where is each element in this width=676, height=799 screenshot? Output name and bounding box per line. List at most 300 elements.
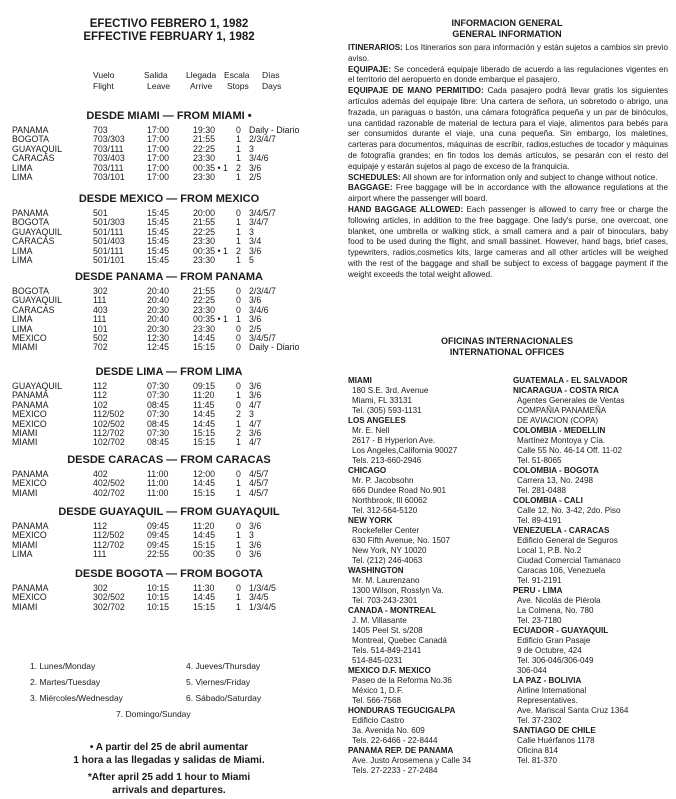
arrive-cell: 21:55: [193, 286, 216, 296]
stops-cell: 0: [236, 381, 241, 391]
destination-cell: PANAMA: [12, 583, 49, 593]
legend-item: 4. Jueves/Thursday: [186, 661, 261, 671]
destination-cell: LIMA: [12, 254, 33, 265]
legend-item: 6. Sábado/Saturday: [186, 693, 262, 703]
info-label: BAGGAGE:: [348, 183, 393, 193]
office-detail-line: México 1, D.F.: [352, 686, 404, 695]
office-city: MEXICO D.F. MEXICO: [348, 666, 431, 675]
leave-cell: 20:40: [147, 295, 170, 306]
schedule-rows: [0, 126, 338, 182]
office-detail-line: 3a. Avenida No. 609: [352, 726, 425, 735]
destination-cell: MIAMI: [12, 437, 38, 448]
flight-cell: 112/702: [93, 427, 125, 438]
office-detail-line: Tel. (212) 246-4063: [352, 556, 423, 565]
office-entry: [348, 666, 506, 706]
office-detail-line: Tels. 213-660-2946: [352, 456, 422, 465]
schedule-row: [0, 237, 338, 246]
schedule-section: [0, 506, 338, 560]
arrive-cell: 21:55: [193, 134, 216, 145]
stops-cell: 0: [236, 208, 241, 218]
office-entry: [348, 516, 506, 566]
office-detail-line: Miami, FL 33131: [352, 396, 412, 405]
office-detail-line: Calle Huérfanos 1178: [517, 736, 595, 745]
stops-cell: 1: [236, 143, 241, 154]
offices-title: [338, 336, 676, 358]
schedule-rows: [0, 584, 338, 612]
stops-cell: 2: [236, 245, 241, 256]
flight-cell: 302/702: [93, 601, 125, 612]
office-city: SANTIAGO DE CHILE: [513, 726, 596, 735]
office-detail-line: Los Angeles,California 90027: [352, 446, 458, 455]
info-paragraph: [348, 86, 668, 172]
arrive-cell: 15:15: [193, 342, 216, 353]
arrive-cell: 23:30: [193, 323, 216, 334]
office-detail-line: Tel. 566-7568: [352, 696, 402, 705]
leave-cell: 07:30: [147, 427, 170, 438]
days-cell: 4/5/7: [249, 478, 269, 489]
office-entry: [513, 426, 671, 466]
stops-cell: 1: [236, 171, 241, 182]
leave-cell: 10:15: [147, 592, 170, 603]
info-paragraph: [348, 173, 668, 184]
days-cell: 3/6: [249, 549, 262, 560]
general-info-title: [338, 18, 676, 40]
flight-cell: 502: [93, 332, 108, 343]
info-text: Cada pasajero podrá llevar gratis los siguientes artículos además del equipaje libre: Una cartera de señora, un sobretodo o abrigo, una frazada, un paraguas o bastón, una cámara fotográfica pequeña y un par de binóculos, una cantidad razonable de material de lectura para el viaje, alimentos para bebés para ser consumidos durante el viaje, una cuna pequeña. Sin embargo, los maletines, carteras para documentos, máquinas de escribir, radios,estuches de tocador y máquinas de fotografía grandes; en fin todos los demás artículos, se pesarán con el resto del equipaje y estarán sujetos al pago de exceso de la franquicia.: [348, 86, 668, 171]
days-cell: 3: [249, 226, 254, 237]
arrive-cell: 00:35 • 1: [193, 245, 228, 256]
info-text: Se concederá equipaje liberado de acuerdo a las regulaciones vigentes en el territorio del aeropuerto en donde embarque el pasajero.: [348, 64, 668, 85]
office-city: VENEZUELA - CARACAS: [513, 526, 610, 535]
info-label: EQUIPAJE DE MANO PERMITIDO:: [348, 86, 484, 96]
arrive-header-en: Arrive: [190, 81, 213, 91]
destination-cell: GUAYAQUIL: [12, 143, 63, 154]
leave-header-en: Leave: [147, 81, 171, 91]
schedule-row: [0, 164, 338, 173]
office-detail-line: Tel. 37-2302: [517, 716, 562, 725]
stops-cell: 0: [236, 521, 241, 531]
stops-cell: 0: [236, 304, 241, 315]
effective-date-es: EFECTIVO FEBRERO 1, 1982: [89, 18, 249, 30]
schedule-row: [0, 470, 338, 479]
info-label: EQUIPAJE:: [348, 64, 392, 74]
office-detail-line: J. M. Villasante: [352, 616, 407, 625]
flight-cell: 112/502: [93, 409, 125, 420]
flight-cell: 501/111: [93, 245, 124, 256]
office-city: PANAMA REP. DE PANAMA: [348, 746, 454, 755]
info-paragraph: [348, 205, 668, 281]
section-title: DESDE CARACAS — FROM CARACAS: [67, 454, 271, 466]
arrive-cell: 12:00: [193, 469, 216, 479]
destination-cell: LIMA: [12, 549, 33, 560]
office-detail-line: Carrera 13, No. 2498: [517, 476, 594, 485]
schedule-rows: [0, 470, 338, 498]
office-entry: [348, 376, 506, 416]
leave-cell: 20:30: [147, 304, 170, 315]
flight-cell: 102: [93, 399, 108, 410]
office-detail-line: Tel. 89-4191: [517, 516, 562, 525]
office-detail-line: Paseo de la Reforma No.36: [352, 676, 452, 685]
office-detail-line: Mr. E. Nell: [352, 426, 390, 435]
office-detail-line: Tel. 91-2191: [517, 576, 562, 585]
days-cell: 4/7: [249, 418, 262, 429]
days-cell: 2/5: [249, 171, 262, 182]
leave-cell: 17:00: [147, 171, 170, 182]
destination-cell: MEXICO: [12, 332, 47, 343]
office-detail-line: Local 1, P.B. No.2: [517, 546, 582, 555]
days-cell: 3/6: [249, 295, 262, 306]
office-entry: [513, 466, 671, 496]
stops-cell: 2: [236, 427, 241, 438]
flight-cell: 112: [93, 381, 108, 391]
stops-cell: 1: [236, 217, 241, 228]
note-english: [0, 771, 338, 797]
days-cell: 1/3/4/5: [249, 601, 276, 612]
days-cell: 5: [249, 254, 254, 265]
schedule-row: [0, 429, 338, 438]
schedule-row: [0, 593, 338, 602]
schedule-rows: [0, 287, 338, 353]
note-line: arrivals and departures.: [112, 785, 226, 796]
arrive-cell: 23:30: [193, 153, 216, 164]
flight-cell: 501/101: [93, 254, 125, 265]
flight-header-es: Vuelo: [93, 70, 115, 80]
leave-cell: 10:15: [147, 601, 170, 612]
destination-cell: BOGOTA: [12, 286, 49, 296]
effective-date-en: EFFECTIVE FEBRUARY 1, 1982: [83, 31, 255, 43]
days-cell: 3/6: [249, 427, 262, 438]
days-cell: 3/6: [249, 539, 262, 550]
leave-cell: 22:55: [147, 549, 170, 560]
days-cell: Daily - Diario: [249, 342, 300, 353]
schedule-row: [0, 401, 338, 410]
schedule-row: [0, 522, 338, 531]
arrive-cell: 15:15: [193, 487, 216, 498]
leave-cell: 15:45: [147, 254, 170, 265]
leave-header-es: Salida: [144, 70, 168, 80]
leave-cell: 12:30: [147, 332, 170, 343]
office-city: COLOMBIA - CALI: [513, 496, 583, 505]
days-cell: 3/4/5/7: [249, 332, 276, 343]
office-detail-line: Edificio Gran Pasaje: [517, 636, 591, 645]
days-cell: 3/6: [249, 521, 262, 531]
legend-item: 5. Viernes/Friday: [186, 677, 251, 687]
section-title: DESDE BOGOTA — FROM BOGOTA: [74, 568, 263, 580]
stops-header-en: Stops: [227, 81, 249, 91]
stops-cell: 1: [236, 314, 241, 325]
days-cell: 3/4/7: [249, 217, 269, 228]
flight-cell: 703/111: [93, 162, 124, 173]
office-detail-line: Tels. 22-6466 - 22-8444: [352, 736, 438, 745]
info-paragraph: [348, 65, 668, 87]
office-entry: [348, 566, 506, 606]
arrive-cell: 23:30: [193, 254, 216, 265]
arrive-cell: 00:35 • 1: [193, 314, 228, 325]
stops-cell: 1: [236, 418, 241, 429]
arrive-cell: 00:35 • 1: [193, 162, 228, 173]
office-detail-line: Edificio Castro: [352, 716, 405, 725]
days-cell: 4/5/7: [249, 469, 269, 479]
destination-cell: PANAMA: [12, 390, 49, 401]
leave-cell: 11:00: [147, 469, 169, 479]
stops-cell: 0: [236, 323, 241, 334]
leave-cell: 10:15: [147, 583, 170, 593]
office-detail-line: 630 Fifth Avenue, No. 1507: [352, 536, 450, 545]
office-city: PERU - LIMA: [513, 586, 563, 595]
days-cell: 3/6: [249, 314, 262, 325]
info-label: HAND BAGGAGE ALLOWED:: [348, 204, 464, 214]
destination-cell: CARACAS: [12, 153, 55, 164]
office-detail-line: 9 de Octubre, 424: [517, 646, 582, 655]
schedule-row: [0, 420, 338, 429]
office-detail-line: 1405 Peel St. s/208: [352, 626, 423, 635]
effective-date-header: [0, 18, 338, 44]
office-city: NICARAGUA - COSTA RICA: [513, 386, 619, 395]
leave-cell: 08:45: [147, 418, 170, 429]
schedule-row: [0, 126, 338, 135]
schedule-row: [0, 489, 338, 498]
stops-cell: 0: [236, 125, 241, 135]
leave-cell: 09:45: [147, 539, 170, 550]
leave-cell: 20:40: [147, 314, 170, 325]
office-city: CHICAGO: [348, 466, 387, 475]
schedule-rows: [0, 382, 338, 448]
flight-cell: 402/702: [93, 487, 125, 498]
flight-cell: 112/702: [93, 539, 125, 550]
flight-header-en: Flight: [93, 81, 114, 91]
arrive-cell: 22:25: [193, 143, 216, 154]
office-detail-line: 514-845-0231: [352, 656, 403, 665]
schedule-row: [0, 531, 338, 540]
stops-cell: 1: [236, 487, 241, 498]
destination-cell: MIAMI: [12, 601, 38, 612]
leave-cell: 15:45: [147, 236, 170, 247]
office-detail-line: Ave. Justo Arosemena y Calle 34: [352, 756, 472, 765]
leave-cell: 15:45: [147, 245, 170, 256]
stops-cell: 1: [236, 478, 241, 489]
stops-cell: 1: [236, 437, 241, 448]
office-detail-line: 306-044: [517, 666, 547, 675]
info-text: Free baggage will be in accordance with the allowance regulations at the airport where the passenger will board.: [348, 183, 668, 204]
destination-cell: GUAYAQUIL: [12, 295, 63, 306]
leave-cell: 08:45: [147, 437, 170, 448]
days-cell: 3/6: [249, 390, 262, 401]
arrive-cell: 11:45: [193, 399, 215, 410]
schedule-row: [0, 154, 338, 163]
office-entry: [513, 726, 671, 766]
flight-cell: 702: [93, 342, 108, 353]
leave-cell: 15:45: [147, 208, 170, 218]
stops-cell: 1: [236, 592, 241, 603]
days-cell: 2/3/4/7: [249, 134, 276, 145]
office-detail-line: Montreal, Quebec Canadá: [352, 636, 447, 645]
days-cell: 3/4/5: [249, 592, 269, 603]
stops-cell: 1: [236, 134, 241, 145]
office-detail-line: New York, NY 10020: [352, 546, 427, 555]
flight-cell: 402/502: [93, 478, 125, 489]
destination-cell: MEXICO: [12, 478, 47, 489]
flight-cell: 703/403: [93, 153, 125, 164]
schedule-row: [0, 256, 338, 265]
leave-cell: 15:45: [147, 217, 170, 228]
destination-cell: MEXICO: [12, 530, 47, 541]
schedule-section: [0, 366, 338, 448]
office-detail-line: Oficina 814: [517, 746, 558, 755]
days-cell: Daily - Diario: [249, 125, 300, 135]
office-detail-line: Airline International: [517, 686, 587, 695]
flight-cell: 111: [93, 314, 107, 325]
info-label: SCHEDULES:: [348, 172, 401, 182]
destination-cell: MEXICO: [12, 592, 47, 603]
arrive-cell: 23:30: [193, 304, 216, 315]
arrive-cell: 14:45: [193, 418, 216, 429]
days-cell: 3/4/6: [249, 304, 269, 315]
info-text: All shown are for information only and subject to change without notice.: [400, 172, 658, 182]
leave-cell: 08:45: [147, 399, 170, 410]
stops-cell: 1: [236, 153, 241, 164]
stops-cell: 0: [236, 286, 241, 296]
office-detail-line: Tel. 281-0488: [517, 486, 567, 495]
office-detail-line: Ave. Nicolás de Piérola: [517, 596, 601, 605]
office-detail-line: 180 S.E. 3rd. Avenue: [352, 386, 429, 395]
office-city: GUATEMALA - EL SALVADOR: [513, 376, 628, 385]
office-city: HONDURAS TEGUCIGALPA: [348, 706, 456, 715]
flight-cell: 501/303: [93, 217, 125, 228]
destination-cell: PANAMA: [12, 399, 49, 410]
leave-cell: 17:00: [147, 134, 170, 145]
stops-cell: 2: [236, 409, 241, 420]
destination-cell: LIMA: [12, 314, 33, 325]
office-entry: [513, 526, 671, 586]
leave-cell: 20:40: [147, 286, 170, 296]
office-detail-line: Mr. P. Jacobsohn: [352, 476, 414, 485]
days-cell: 4/7: [249, 399, 262, 410]
arrive-cell: 23:30: [193, 236, 216, 247]
flight-cell: 302/502: [93, 592, 125, 603]
office-entry: [348, 466, 506, 516]
destination-cell: LIMA: [12, 162, 33, 173]
days-cell: 3/6: [249, 245, 262, 256]
arrive-cell: 23:30: [193, 171, 216, 182]
flight-cell: 703/303: [93, 134, 125, 145]
schedule-row: [0, 315, 338, 324]
destination-cell: PANAMA: [12, 208, 49, 218]
destination-cell: MIAMI: [12, 427, 38, 438]
flight-cell: 112/502: [93, 530, 125, 541]
office-city: MIAMI: [348, 376, 372, 385]
leave-cell: 17:00: [147, 125, 170, 135]
arrive-cell: 00:35: [193, 549, 216, 560]
destination-cell: LIMA: [12, 323, 33, 334]
arrive-header-es: Llegada: [186, 70, 217, 80]
destination-cell: MIAMI: [12, 342, 38, 353]
leave-cell: 09:45: [147, 521, 170, 531]
office-detail-line: Tel. 51-8065: [517, 456, 562, 465]
schedule-section: [0, 271, 338, 353]
office-detail-line: Tel. 306-046/306-049: [517, 656, 594, 665]
days-cell: 4/5/7: [249, 487, 269, 498]
arrive-cell: 15:15: [193, 539, 216, 550]
office-detail-line: Agentes Generales de Ventas: [517, 396, 625, 405]
note-line: • A partir del 25 de abril aumentar: [89, 742, 249, 753]
office-detail-line: Caracas 106, Venezuela: [517, 566, 606, 575]
leave-cell: 11:00: [147, 478, 169, 489]
schedule-section: [0, 193, 338, 265]
schedule-row: [0, 541, 338, 550]
stops-cell: 1: [236, 226, 241, 237]
flight-cell: 402: [93, 469, 108, 479]
schedule-row: [0, 306, 338, 315]
flight-cell: 703: [93, 125, 108, 135]
office-city: ECUADOR - GUAYAQUIL: [513, 626, 609, 635]
destination-cell: MEXICO: [12, 418, 47, 429]
office-entry: [513, 386, 671, 426]
schedule-row: [0, 343, 338, 352]
flight-cell: 102/502: [93, 418, 125, 429]
arrive-cell: 14:45: [193, 592, 216, 603]
office-entry: [348, 746, 506, 776]
office-detail-line: Tel. 81-370: [517, 756, 558, 765]
destination-cell: GUAYAQUIL: [12, 226, 63, 237]
schedule-row: [0, 382, 338, 391]
legend-item: 7. Domingo/Sunday: [116, 709, 191, 719]
note-line: *After april 25 add 1 hour to Miami: [87, 772, 251, 783]
office-detail-line: Tel. 23-7180: [517, 616, 562, 625]
days-cell: 3/6: [249, 381, 262, 391]
stops-header-es: Escala: [224, 70, 250, 80]
arrive-cell: 14:45: [193, 478, 216, 489]
destination-cell: PANAMA: [12, 521, 49, 531]
section-title: DESDE LIMA — FROM LIMA: [95, 366, 243, 378]
stops-cell: 0: [236, 583, 241, 593]
flight-cell: 302: [93, 286, 108, 296]
office-detail-line: Rockefeller Center: [352, 526, 420, 535]
office-detail-line: Mr. M. Laurenzano: [352, 576, 420, 585]
office-entry: [513, 376, 671, 386]
flight-cell: 102/702: [93, 437, 125, 448]
schedule-row: [0, 410, 338, 419]
office-entry: [348, 706, 506, 746]
office-city: CANADA - MONTREAL: [348, 606, 436, 615]
schedule-row: [0, 438, 338, 447]
schedule-row: [0, 584, 338, 593]
schedule-row: [0, 391, 338, 400]
office-city: WASHINGTON: [348, 566, 404, 575]
office-entry: [348, 416, 506, 466]
offices-right-list: [513, 376, 671, 766]
stops-cell: 0: [236, 469, 241, 479]
arrive-cell: 14:45: [193, 530, 216, 541]
flight-cell: 112: [93, 390, 108, 401]
destination-cell: GUAYAQUIL: [12, 381, 63, 391]
days-cell: 3: [249, 143, 254, 154]
office-detail-line: Ciudad Comercial Tamanaco: [517, 556, 621, 565]
general-info-title-es: INFORMACION GENERAL: [451, 18, 563, 28]
arrive-cell: 20:00: [193, 208, 216, 218]
schedule-section: [0, 568, 338, 612]
office-entry: [513, 586, 671, 626]
info-label: ITINERARIOS:: [348, 43, 403, 52]
legend-item: 2. Martes/Tuesday: [30, 677, 101, 687]
schedule-row: [0, 479, 338, 488]
stops-cell: 1: [236, 390, 241, 401]
flight-cell: 703/111: [93, 143, 124, 154]
office-detail-line: DE AVIACION (COPA): [517, 416, 599, 425]
offices-left-list: [348, 376, 506, 776]
flight-cell: 501: [93, 208, 108, 218]
schedule-row: [0, 173, 338, 182]
office-detail-line: Tel. 703-243-2301: [352, 596, 418, 605]
